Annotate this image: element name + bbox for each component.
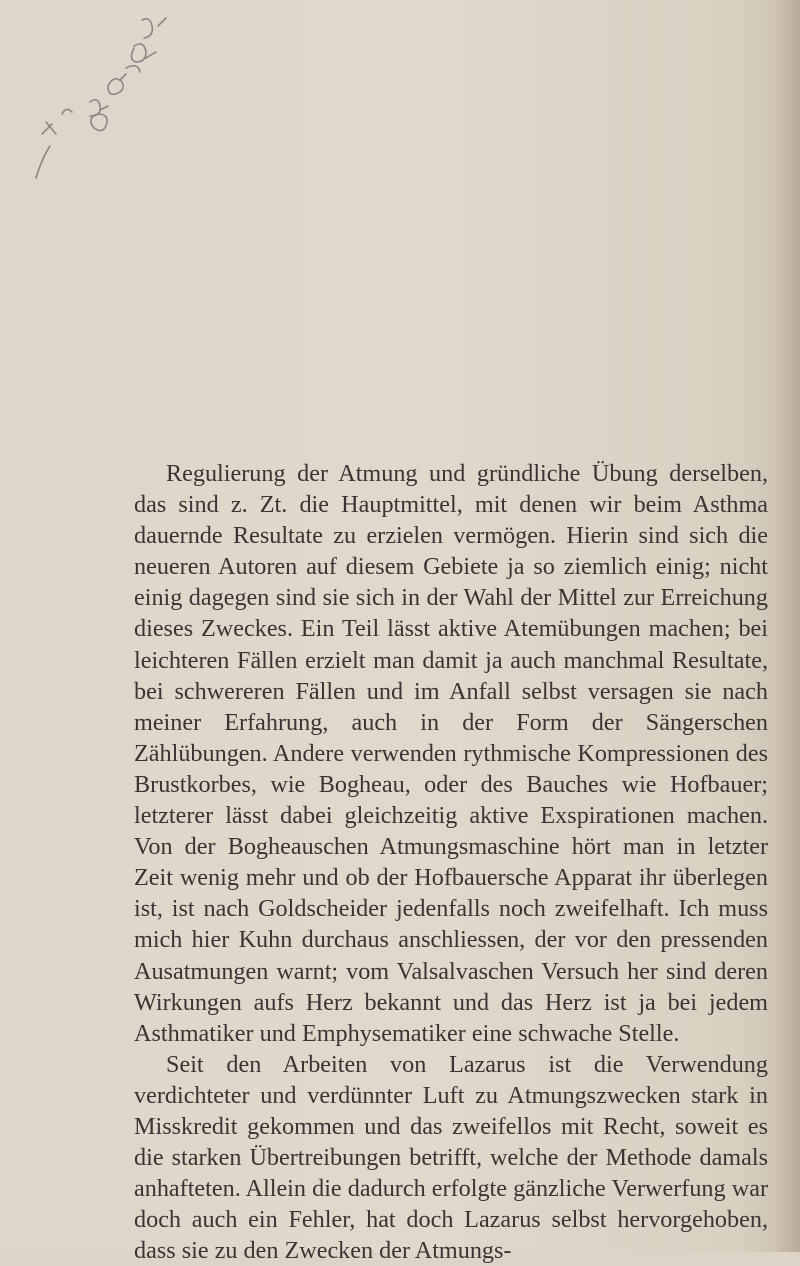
paragraph: Seit den Arbeiten von Lazarus ist die Verwendung verdichteter und verdünnter Luft zu Atmungszwecken stark in Misskredit gekommen und das zweifellos mit Recht, soweit es die starken Übertreibungen betrifft, welche der Methode damals anhafteten. Allein die dadurch erfolgte gänzliche Verwerfung war doch auch ein Fehler, hat doch Lazarus selbst hervorgehoben, dass sie zu den Zwecken der Atmungs- — [134, 1050, 768, 1265]
page-edge-shadow — [774, 0, 800, 1252]
paragraph: Regulierung der Atmung und gründliche Übung derselben, das sind z. Zt. die Hauptmittel, mit denen wir beim Asthma dauernde Resultate zu erzielen vermögen. Hierin sind sich die neueren Autoren auf diesem Gebiete ja so ziemlich einig; nicht einig dagegen sind sie sich in der Wahl der Mittel zur Erreichung dieses Zweckes. Ein Teil lässt aktive Atemübungen machen; bei leichteren Fällen erzielt man damit ja auch manchmal Resultate, bei schwereren Fällen und im Anfall selbst versagen sie nach meiner Erfahrung, auch in der Form der Sängerschen Zählübungen. Andere verwenden rythmische Kompressionen des Brustkorbes, wie Bogheau, oder des Bauches wie Hofbauer; letzterer lässt dabei gleichzeitig aktive Exspirationen machen. Von der Bogheauschen Atmungsmaschine hört man in letzter Zeit wenig mehr und ob der Hofbauersche Apparat ihr überlegen ist, ist nach Goldscheider jedenfalls noch zweifelhaft. Ich muss mich hier Kuhn durchaus anschliessen, der vor den pressenden Ausatmungen warnt; vom Valsalvaschen Versuch her sind deren Wirkungen aufs Herz bekannt und das Herz ist ja bei jedem Asthmatiker und Emphysematiker eine schwache Stelle. — [134, 460, 768, 1047]
pencil-scribble — [30, 6, 200, 186]
body-text — [134, 458, 768, 1266]
